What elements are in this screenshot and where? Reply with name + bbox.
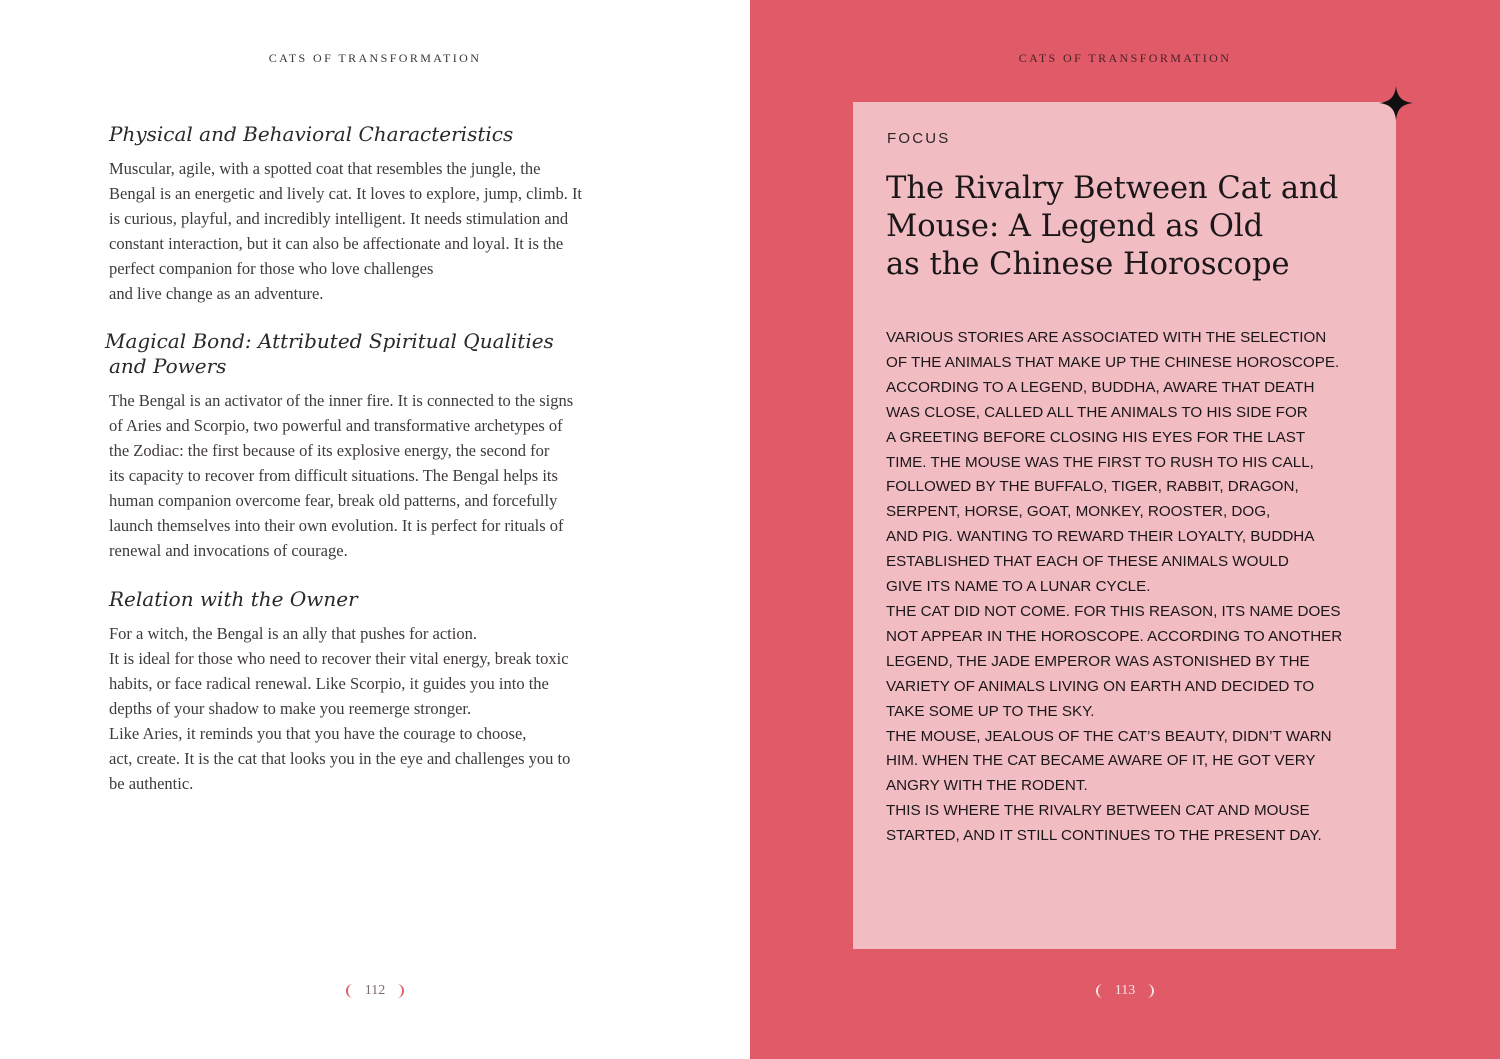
body-line: constant interaction, but it can also be affectionate and loyal. It is the [109, 234, 564, 253]
running-head: CATS OF TRANSFORMATION [268, 51, 482, 65]
title-line: The Rivalry Between Cat and [886, 171, 1339, 206]
body-line: FOLLOWED BY THE BUFFALO, TIGER, RABBIT, DRAGON, [886, 478, 1299, 496]
body-line: AND PIG. WANTING TO REWARD THEIR LOYALTY, BUDDHA [886, 528, 1315, 546]
body-line: habits, or face radical renewal. Like Scorpio, it guides you into the [109, 674, 549, 693]
crescent-moon-icon [395, 983, 404, 999]
focus-title [886, 170, 1386, 284]
body-line: LEGEND, THE JADE EMPEROR WAS ASTONISHED BY THE [886, 652, 1310, 670]
right-page [750, 0, 1500, 1059]
body-line: For a witch, the Bengal is an ally that pushes for action. [109, 624, 477, 643]
focus-box [853, 102, 1396, 949]
focus-label: FOCUS [887, 130, 951, 147]
body-line: OF THE ANIMALS THAT MAKE UP THE CHINESE HOROSCOPE. [886, 353, 1340, 371]
body-line: The Bengal is an activator of the inner fire. It is connected to the signs [109, 391, 574, 410]
body-line: launch themselves into their own evolution. It is perfect for rituals of [109, 516, 564, 535]
body-line: TAKE SOME UP TO THE SKY. [886, 702, 1095, 720]
heading-line: Relation with the Owner [109, 587, 358, 611]
body-line: and live change as an adventure. [109, 284, 324, 303]
heading-line: Magical Bond: Attributed Spiritual Qualities [105, 329, 554, 353]
crescent-moon-icon [346, 983, 355, 999]
body-line: human companion overcome fear, break old patterns, and forcefully [109, 491, 558, 510]
body-line: depths of your shadow to make you reemerge stronger. [109, 699, 472, 718]
page-number-left [0, 983, 750, 999]
crescent-moon-icon [1096, 983, 1105, 999]
body-line: perfect companion for those who love challenges [109, 259, 434, 278]
body-line: ANGRY WITH THE RODENT. [886, 777, 1088, 795]
page-number: 113 [1114, 983, 1136, 998]
body-line: NOT APPEAR IN THE HOROSCOPE. ACCORDING TO ANOTHER [886, 627, 1343, 645]
body-line: HIM. WHEN THE CAT BECAME AWARE OF IT, HE GOT VERY [886, 752, 1316, 770]
body-line: VARIOUS STORIES ARE ASSOCIATED WITH THE SELECTION [886, 329, 1327, 346]
section-body-magical-bond [109, 388, 649, 563]
focus-body [886, 326, 1386, 849]
body-line: Muscular, agile, with a spotted coat that resembles the jungle, the [109, 159, 541, 178]
heading-line: Physical and Behavioral Characteristics [109, 122, 514, 146]
body-line: TIME. THE MOUSE WAS THE FIRST TO RUSH TO HIS CALL, [886, 453, 1314, 471]
body-line: STARTED, AND IT STILL CONTINUES TO THE PRESENT DAY. [886, 827, 1322, 845]
section-body-physical [109, 156, 649, 306]
body-line: It is ideal for those who need to recover their vital energy, break toxic [109, 649, 569, 668]
running-head: CATS OF TRANSFORMATION [1018, 51, 1232, 65]
body-line: THE CAT DID NOT COME. FOR THIS REASON, ITS NAME DOES [886, 602, 1341, 620]
section-body-relation [109, 621, 649, 796]
left-page-content [105, 122, 649, 796]
section-heading-magical-bond [105, 329, 649, 379]
body-line: its capacity to recover from difficult situations. The Bengal helps its [109, 466, 558, 485]
body-line: act, create. It is the cat that looks you in the eye and challenges you to [109, 749, 571, 768]
body-line: of Aries and Scorpio, two powerful and transformative archetypes of [109, 416, 563, 435]
body-line: Like Aries, it reminds you that you have the courage to choose, [109, 724, 527, 743]
body-line: WAS CLOSE, CALLED ALL THE ANIMALS TO HIS SIDE FOR [886, 403, 1308, 421]
body-line: the Zodiac: the first because of its explosive energy, the second for [109, 441, 550, 460]
title-line: Mouse: A Legend as Old [886, 209, 1264, 244]
body-line: ESTABLISHED THAT EACH OF THESE ANIMALS WOULD [886, 553, 1289, 571]
body-line: THIS IS WHERE THE RIVALRY BETWEEN CAT AND MOUSE [886, 802, 1310, 820]
heading-line: and Powers [109, 354, 227, 378]
body-line: be authentic. [109, 774, 194, 793]
page-number: 112 [364, 983, 386, 998]
body-line: is curious, playful, and incredibly intelligent. It needs stimulation and [109, 209, 569, 228]
body-line: VARIETY OF ANIMALS LIVING ON EARTH AND DECIDED TO [886, 677, 1315, 695]
title-line: as the Chinese Horoscope [886, 247, 1290, 282]
body-line: SERPENT, HORSE, GOAT, MONKEY, ROOSTER, DOG, [886, 503, 1271, 521]
body-line: ACCORDING TO A LEGEND, BUDDHA, AWARE THAT DEATH [886, 378, 1315, 396]
body-line: renewal and invocations of courage. [109, 541, 348, 560]
body-line: Bengal is an energetic and lively cat. It loves to explore, jump, climb. It [109, 184, 583, 203]
four-point-star-icon [1379, 86, 1413, 120]
page-number-right [750, 983, 1500, 999]
body-line: GIVE ITS NAME TO A LUNAR CYCLE. [886, 578, 1151, 596]
section-heading-physical [109, 122, 649, 147]
body-line: THE MOUSE, JEALOUS OF THE CAT’S BEAUTY, DIDN’T WARN [886, 727, 1332, 745]
section-heading-relation [109, 587, 649, 612]
crescent-moon-icon [1145, 983, 1154, 999]
body-line: A GREETING BEFORE CLOSING HIS EYES FOR THE LAST [886, 428, 1306, 446]
